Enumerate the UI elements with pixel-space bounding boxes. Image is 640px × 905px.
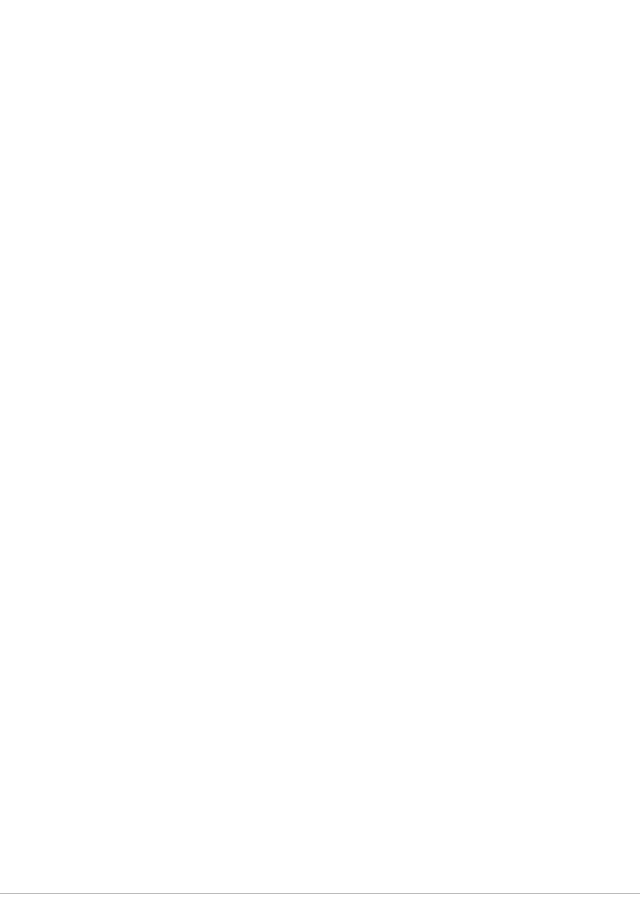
bottom-rule — [0, 893, 640, 894]
